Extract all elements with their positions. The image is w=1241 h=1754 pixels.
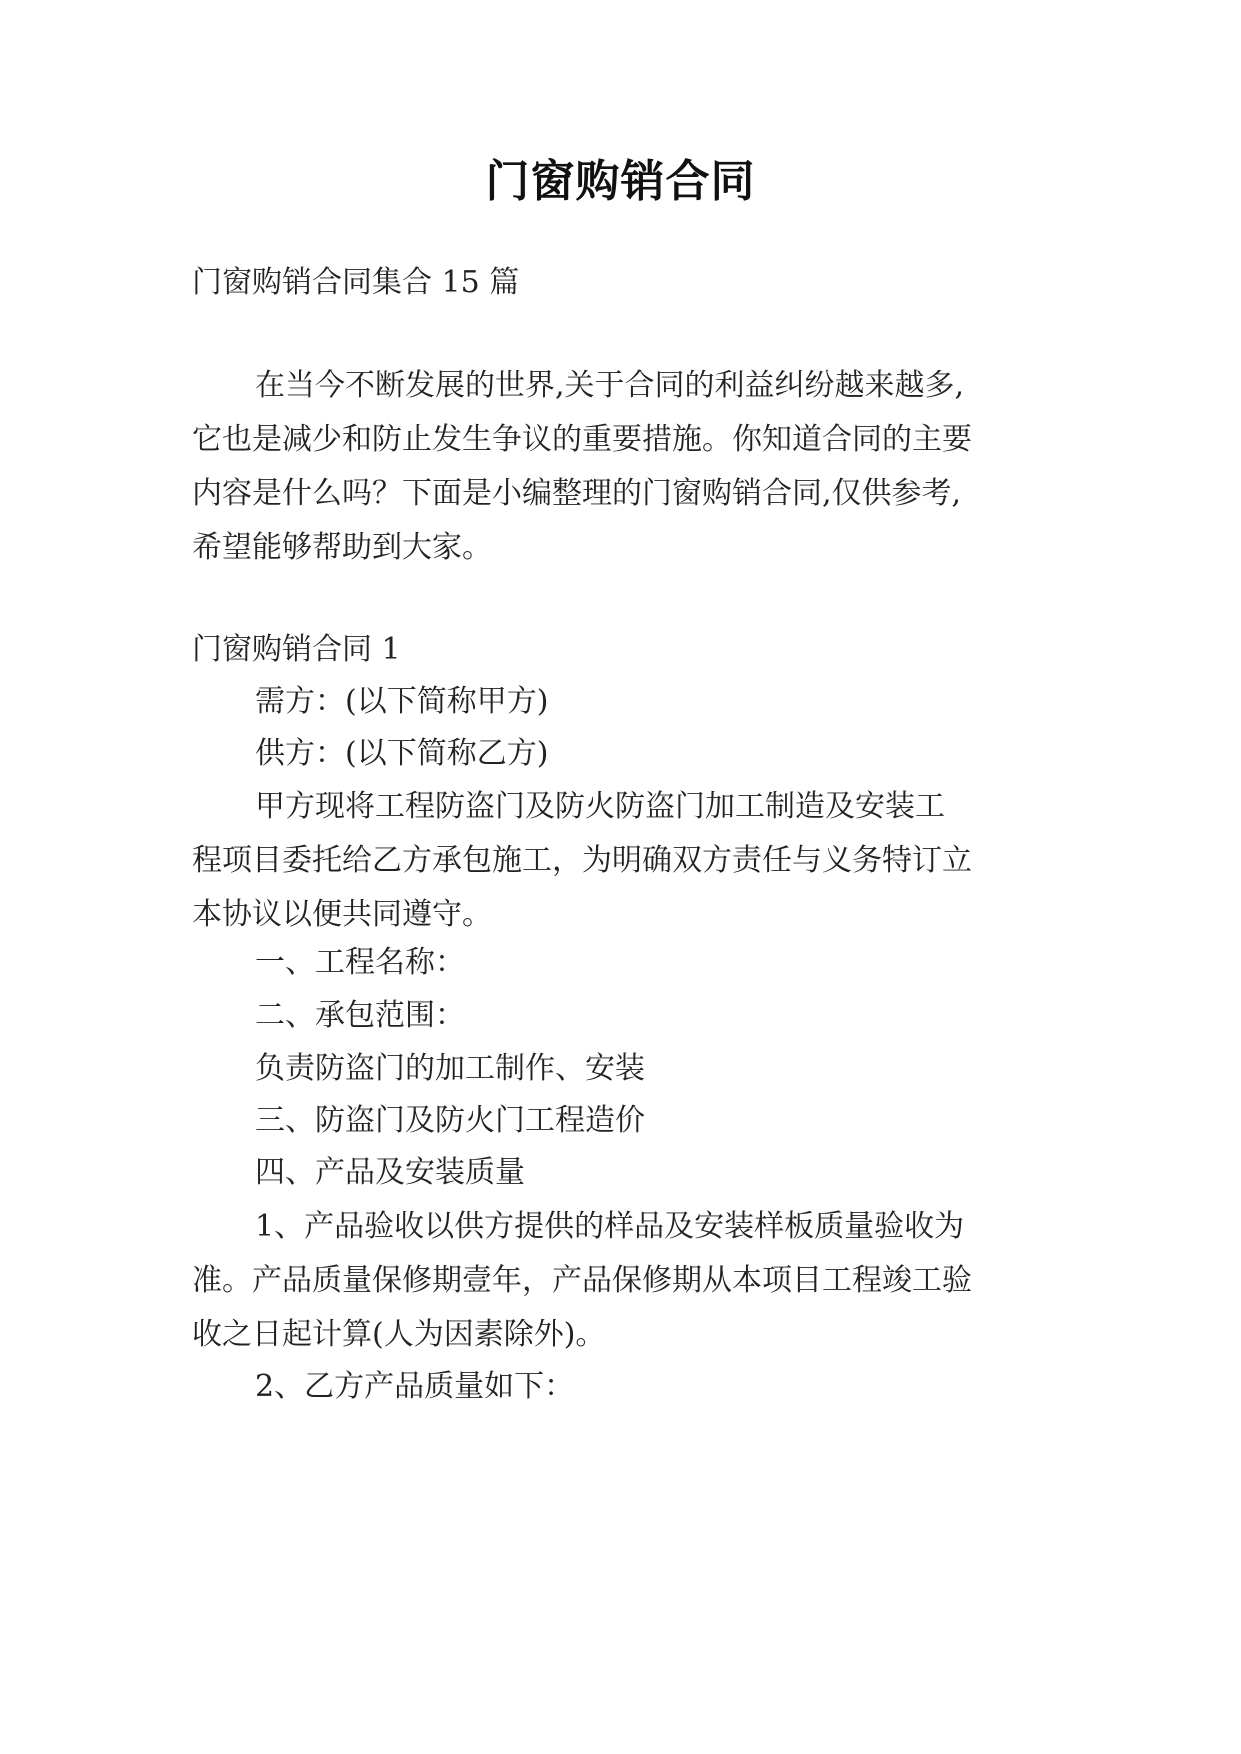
supply-party-line: 供方：(以下简称乙方) — [255, 736, 549, 771]
intro-line-3: 内容是什么吗？下面是小编整理的门窗购销合同,仅供参考, — [192, 476, 962, 511]
clause-4-heading: 四、产品及安装质量 — [255, 1155, 525, 1190]
item-2-line: 2、乙方产品质量如下： — [255, 1369, 575, 1404]
intro-line-1: 在当今不断发展的世界,关于合同的利益纠纷越来越多, — [255, 368, 965, 403]
preamble-line-1: 甲方现将工程防盗门及防火防盗门加工制造及安装工 — [255, 789, 945, 824]
page-title: 门窗购销合同 — [485, 156, 756, 207]
scope-text: 负责防盗门的加工制作、安装 — [255, 1051, 645, 1086]
document-subtitle: 门窗购销合同集合 15 篇 — [192, 265, 520, 300]
clause-1-heading: 一、工程名称： — [255, 945, 465, 980]
clause-3-heading: 三、防盗门及防火门工程造价 — [255, 1103, 645, 1138]
item-1-line-3: 收之日起计算(人为因素除外)。 — [192, 1317, 606, 1352]
section-heading: 门窗购销合同 1 — [192, 632, 401, 667]
preamble-line-3: 本协议以便共同遵守。 — [192, 897, 492, 932]
item-1-line-2: 准。产品质量保修期壹年，产品保修期从本项目工程竣工验 — [192, 1263, 972, 1298]
item-1-line-1: 1、产品验收以供方提供的样品及安装样板质量验收为 — [255, 1209, 965, 1244]
clause-2-heading: 二、承包范围： — [255, 998, 465, 1033]
intro-line-4: 希望能够帮助到大家。 — [192, 530, 492, 565]
intro-line-2: 它也是减少和防止发生争议的重要措施。你知道合同的主要 — [192, 422, 972, 457]
preamble-line-2: 程项目委托给乙方承包施工，为明确双方责任与义务特订立 — [192, 843, 972, 878]
demand-party-line: 需方：(以下简称甲方) — [255, 684, 549, 719]
